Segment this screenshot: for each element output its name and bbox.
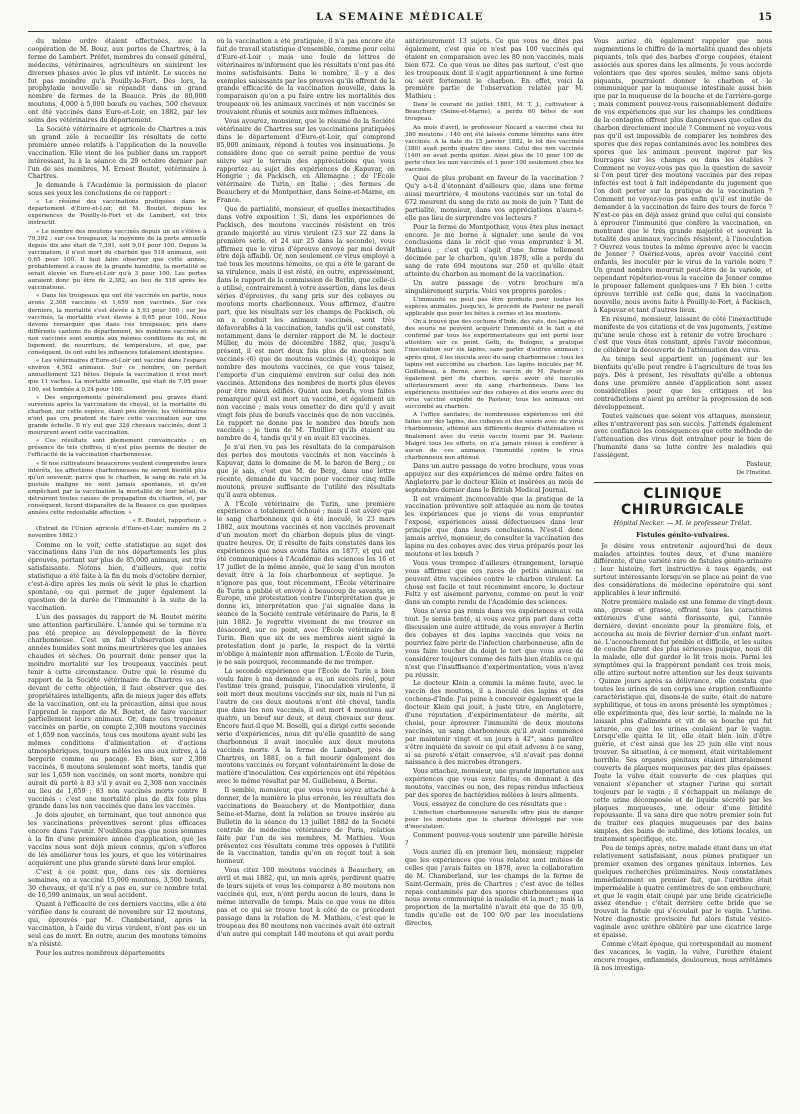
quote-paragraph: « Des engorgements généralement peu graves étant survenus après la vaccination de cheval, et la mortalité du charbon, sur cette espèce, étant peu élevée, les vétérinaires n'ont pas cru prudent de faire cette vaccination sur une grande échelle. Il n'y eut que 324 chevaux vaccinés, dont 3 moururent avant cette vaccination.	[28, 394, 207, 437]
paragraph: Vous auriez dû en premier lieu, monsieur, rappeler que les expériences que vous relatez sont imitées de celles que j'avais faites en 1878, avec la collaboration de M. Chamberland, sur les champs de la ferme de Saint-Germain, près de Chartres ; c'est avec de telles repas contaminés par des spores charbonneuses que nous avons communiqué la maladie et la mort ; mais la proportion de la mortalité n'avait été que de 35 0/0, tandis qu'elle est de 100 0/0 par les inoculations directes.	[405, 849, 584, 928]
paragraph: Peu de temps après, notre malade étant dans un état relativement satisfaisant, nous pûmes pratiquer un premier examen des organes génitaux internes. Les quelques recherches préliminaires. Nous constatâmes immédiatement en premier fait, que l'urèthre était imperméable à quatre centimètres de son embouchure, et que le vagin était coupé par une bride cicatricielle assez étendue ; c'était derrière cette bride que se trouvait la fistule qui s'écoulait par le vagin. L'urine. Notre diagnostic provisoire fut alors fistule vésico-vaginale avec urèthre oblitéré par une cicatrice large et épaisse.	[593, 845, 772, 940]
report-source: (Extrait de l'Union agricole d'Eure-et-Loir, numéro du 2 novembre 1882.)	[28, 526, 207, 540]
quoted-conclusion	[405, 810, 584, 831]
paragraph: Vous vous trompez d'ailleurs étrangement, lorsque vous affirmez que ces races de petits animaux ne peuvent être vaccinées contre le charbon virulent. La chose est facile et tout récemment encore, le docteur Feltz y est aisément parvenu, comme on peut le voir dans un compte rendu de l'Académie des sciences.	[405, 559, 584, 607]
paragraph: A l'École vétérinaire de Turin, une première expérience a totalement échoué ; mais il est avéré que le sang charbonneux qui a été inoculé, le 23 mars 1882, aux moutons vaccinés et non vaccinés provenait d'un mouton mort du charbon depuis plus de vingt-quatre heures. Or, il résulte de faits constatés dans les expériences que nous avons faites en 1877, et qui ont été communiquées à l'Académie des sciences les 16 et 17 juillet de la même année, que le sang d'un mouton devait être à la fois charbonneux et septique. Je n'ignore pas que, tout récemment, l'École vétérinaire de Turin a publié et envoyé à beaucoup de savants, en Europe, une protestation contre l'interprétation que je donne ici, interprétation que j'ai signalée dans la séance de la Société centrale vétérinaire de Paris, le 8 juin 1882. Je regrette vivement de me trouver en désaccord, sur ce point, avec l'École vétérinaire de Turin. Bien que six de ses membres aient signé la protestation dont je parle, le respect de la vérité m'oblige à maintenir mon affirmation. L'École de Turin, je ne sais pourquoi, recommande de me tromper.	[216, 500, 395, 666]
paragraph: antérieurement 13 sujets. Ce que vous ne dites pas également, c'est que ce n'est pas 100 vaccinés qui étaient en comparaison avec les 80 non vaccinés, mais bien 672. Ce que vous ne dites pas surtout, c'est que les troupeaux dont il s'agit appartiennent à une ferme où sévit fortement le charbon. En effet, voici la première partie de l'observation relatée par M. Mathieu :	[405, 38, 584, 101]
paragraph: En résumé, monsieur, laissant de côté l'inexactitude manifeste de vos citations et de vos jugements, j'estime qu'une seule chose est à retenir de votre brochure : c'est que vous êtes constant, après l'avoir méconnue, de célébrer la découverte de l'atténuation des virus.	[593, 315, 772, 355]
paragraph: Comme on le voit, cette statistique au sujet des vaccinations dans l'un de nos départements les plus éprouvés, portant sur plus de 85,000 animaux, est très satisfaisante. Notons bien, d'ailleurs, que cette statistique a été faite à la fin du mois d'octobre dernier, c'est-à-dire après les mois où sévit le plus le charbon spontané, ou qui permet de juger également la question de la durée de l'immunité à la suite de la vaccination.	[28, 541, 207, 612]
quote-paragraph: A l'office sanitaire, de nombreuses expériences ont été faites sur des lapins, des cobayes et des souris avec du virus charbonneux, atténué aux différents degrés d'atténuation et finalement avec du virus vaccin fourni par M. Pasteur. Malgré tous les efforts, on n'a jamais réussi à conférer à aucun de ces animaux l'immunité contre le virus charbonneux non atténué.	[405, 412, 584, 461]
paragraph: Vous n'avez pas remis dans vos expériences et voilà tout. Je serais tenté, si vous avez pris part dans cette discussion une autre attitude, de vous envoyer à Berlin des cobayes et des lapins vaccinés que vous ne pourriez faire périr de l'infection charbonneuse, afin de vous faire toucher du doigt le tort que vous avez de considérer toujours comme des faits bien établis ce qui n'est que l'insuffisance d'expérimentation, vous n'avez pu réussir.	[405, 608, 584, 679]
paragraph: Vous avourez, monsieur, que le résumé de la Société vétérinaire de Chartres sur les vaccinations pratiquées dans le département d'Eure-et-Loir, qui comprend 85,000 animaux, répond à toutes vos insinuations. Je considère donc que ce serait peine perdue de vous suivre sur le terrain des appréciations que vous rapportez au sujet des expériences de Kapuvar, en Hongrie ; de Packisch, en Allemagne ; de l'École vétérinaire de Turin, en Italie ; des fermes de Beauchery et de Montpothier, dans Seine-et-Marne, en France.	[216, 118, 395, 205]
paragraph: Il est vraiment inconcevable que la pratique de la vaccination préventive soit attaquée au nom de toutes les expériences que je viens de vous emprunter l'exposé, expériences aussi défectueuses dans leur principe que dans leurs conclusions. N'est-il donc jamais arrivé, monsieur, de consulter la vaccination des lapins ou des cobayes avec des virus préparés pour les moutons et les bœufs ?	[405, 495, 584, 558]
paragraph: C'est à ce point que, dans ces six dernières semaines, on a vacciné 15,000 moutons, 3,500 bœufs, 30 chevaux, et qu'il n'y a pas eu, sur ce nombre total de 16,599 animaux, un seul accident.	[28, 868, 207, 900]
paragraph: Il semble, monsieur, que vous vous soyez attaché à donner, de la manière la plus erronée, les résultats des vaccinations de Beauchery et de Montpothier, dans Seine-et-Marne, dont la relation se trouve insérée au Bulletin de la séance du 13 juillet 1882 de la Société centrale de médecine vétérinaire de Paris, relation faite par l'un de ses membres, M. Mathieu. Vous présentez ces résultats comme très opposés à l'utilité de la vaccination, tandis qu'on en reçoit tout à son honneur.	[216, 787, 395, 866]
quote-paragraph: « Le nombre des moutons vaccinés depuis un an s'élève à 79,392 ; sur ces troupeaux, la moyenne de la perte annuelle depuis dix ans était de 7,391, soit 9,01 pour 100. Depuis la vaccination, il n'est mort du charbon que 518 animaux, soit 0,65 pour 100. Il faut faire observer que cette année, probablement à cause de la grande humidité, la mortalité se serait élevée en Eure-et-Loir qu'à 3 pour 100. Les pertes auraient donc pu être de 2,382, au lieu de 518 après les vaccinations.	[28, 228, 207, 292]
paragraph: Un autre passage de votre brochure m'a singulièrement surpris. Voici vos propres paroles :	[405, 279, 584, 295]
quoted-observation	[405, 102, 584, 174]
quote-paragraph: Au mois d'avril, le professeur Nocard a vacciné chez lui 380 moutons ; 140 ont été laissés comme témoins sans être vaccinés. A la date du 15 janvier 1882, le lot des vaccinés (380) avait perdu quatre des siens. Celui des non vaccinés (140) en avait perdu quinze. Ainsi plus de 10 pour 100 de perte chez les non vaccinés et 1 pour 100 seulement chez les vaccinés.	[405, 124, 584, 174]
section-byline: Hôpital Necker. — M. le professeur Trélat.	[613, 518, 752, 527]
letter-signer: Pasteur,	[746, 461, 772, 469]
quote-paragraph: L'infection charbonneuse naturelle offre plus de danger pour les moutons que le charbon développé par voie d'inoculation.	[405, 809, 584, 831]
paragraph: du même ordre étaient effectuées, avec la coopération de M. Bouz, aux portes de Chartres, à la ferme de Lambert. Préfet, membres du conseil général, médecins, vétérinaires, agriculteurs en suivirent les diverses phases avec le plus vif intérêt. Le succès ne fut pas moindre qu'à Pouilly-le-Fort. Dès lors, la prophylaxie nouvelle se répandit dans un grand nombre de fermes de la Beauce. Près de 80,000 moutons, 4,000 à 5,000 bœufs ou vaches, 500 chevaux ont été vaccinés dans Eure-et-Loir, en 1882, par les soins des vétérinaires du département.	[28, 38, 207, 125]
paragraph: Le docteur Klein a commis la même faute, avec le vaccin des moutons, il a inoculé des lapins et des cochons-d'Inde. J'ai peine à concevoir également que le docteur Klein qui jouit, à juste titre, en Angleterre, d'une réputation d'expérimentateur de mérite, ait choisi, pour éprouver l'immunité de deux moutons vaccinés, un sang charbonneux qu'il avait commencé par maintenir vingt et un jours à 42°, sans paraître s'être inquiété de savoir ce qui était advenu à ce sang, si sa pureté s'était conservée, s'il n'avait pas donné naissance à des microbes étrangers.	[405, 680, 584, 767]
paragraph: Vous citez 100 moutons vaccinés à Beauchery, en avril et mai 1882, qui, un mois après, perdirent quatre de leurs sujets et vous les comparez à 80 moutons non vaccinés qui, eux, n'ont perdu aucun de leurs, dans le même intervalle de temps. Mais ce que vous ne dites pas et ce qui se trouve tout à côté de ce précédent passage dans la relation de M. Mathieu, c'est que le troupeau des 80 moutons non vaccinés avait été extrait d'un autre qui comptait 140 moutons et qui avait perdu	[216, 867, 395, 938]
paragraph: où la vaccination a été pratiquée, il n'a pas encore été fait de travail statistique d'ensemble, comme pour celui d'Eure-et-Loir ; mais une foule de lettres de vétérinaires m'informent que les résultats n'ont pas été moins satisfaisants. Dans le nombre, il y a des exemples saisissants par les preuves qu'ils offrent de la grande efficacité de la vaccination nouvelle, dans la comparaison qu'on a pu faire entre les mortalités des troupeaux où les animaux vaccinés et non vaccinés se trouvaient réunis et soumis aux mêmes influences.	[216, 38, 395, 117]
paragraph: Pour les autres nombreux départements	[36, 949, 165, 957]
section-divider	[594, 482, 773, 483]
paragraph: Comment pouvez-vous soutenir une pareille hérésie ?	[405, 832, 584, 848]
paragraph: Je dois ajouter, en terminant, que tout annonce que les vaccinations préventives seront plus efficaces encore dans l'avenir. N'oublions pas que nous sommes à la fin d'une première année d'application, que les vaccins nous sont déjà mieux connus, qu'on s'efforce de les améliorer tous les jours, et que les vétérinaires acquièrent une plus grande sûreté dans leur emploi.	[28, 812, 207, 867]
paragraph: Dans un autre passage de votre brochure, vous vous appuyez sur des expériences de même ordre faites en Angleterre par le docteur Klein et insérées au mois de septembre dernier dans le British Medical Journal.	[405, 462, 584, 494]
paragraph: Quoi de plus probant en faveur de la vaccination ? Qu'y a-t-il d'étonnant d'ailleurs que, dans une ferme aussi meurtrière, 4 moutons vaccinés sur un total de 672 meurent du sang de rate au mois de juin ? Tant de partialité, monsieur, dans vos appréciations n'aura-t-elle pas lieu de surprendre vos lecteurs ?	[405, 175, 584, 222]
quote-paragraph: « Les vétérinaires d'Eure-et-Loir ont vacciné dans l'espace environ 4,562 animaux. Sur ce nombre, on perdait annuellement 321 bêtes. Depuis la vaccination il n'est mort que 11 vaches. La mortalité annuelle, qui était de 7,05 pour 100, est tombée à 0,24 pour 100.	[28, 358, 207, 393]
paragraph: Toutes vaincues que soient vos attaques, monsieur, elles n'entraveront pas son succès. J'attends également avec confiance les conséquences que cette méthode de l'atténuation des virus doit entraîner pour le bien de l'humanité dans sa lutte contre les maladies qui l'assiègent.	[593, 412, 772, 460]
column-3	[405, 38, 584, 1108]
report-signer: « E. Boutet, rapporteur. »	[132, 518, 207, 525]
paragraph: Pour la ferme de Montpothier, vous êtes plus inexact encore. Je me borne à signaler une seule de vos conclusions dans le récit que vous empruntez à M. Mathieu ; c'est qu'il s'agit d'une ferme tellement décimée par le charbon, qu'en 1878, elle a perdu du sang de rate 694 moutons sur 250 et qu'elle était atteinte du charbon au moment de la vaccination.	[405, 223, 584, 279]
paragraph: Que de partialité, monsieur, et quelles inexactitudes dans votre exposition ! Si, dans les expériences de Packisch, des moutons vaccinés résistent en très grande majorité au virus virulent (23 sur 22 dans la première série, et 24 sur 25 dans la seconde), vous affirmez que le virus d'épreuve envoyé par moi devait être déjà affaibli. Or, non seulement ce virus employé a tué tous les moutons témoins, ce qui a été le garant de sa virulence, mais il est résté, en outre, expressément, dans le rapport de la commission de Berlin, que celle-ci a utilisé, contrairement à votre assertion, dans les deux séries d'épreuves, du sang pris sur des cobayes ou moutons morts charbonneux. Vous affirmez, d'autre part, que les résultats sur les champs de Packisch, où on a conduit les animaux vaccinés, sont très défavorables à la vaccination, tandis qu'il est constaté, notamment dans le dernier rapport de M. le docteur Müller, du mois de décembre 1882, que, jusqu'à présent, il est mort deux fois plus de moutons non vaccinés (6) que de moutons vaccinés (4), quoique le nombre des moutons vaccinés, ce que vous taisez, l'emporte d'un cinquième environ sur celui des non vaccinés. Attendons des nombres de morts plus élevés pour être mieux édifiés. Quant aux bœufs, vous faites remarquer qu'il est mort un vacciné, et également un non vacciné ; mais vous omettez de dire qu'il y avait vingt fois plus de bœufs vaccinés que de non vaccinés. Le rapport ne donne pas le nombre des bœufs non vaccinés : je tiens de M. Thuillier qu'ils étaient au nombre de 4, tandis qu'il y en avait 83 vaccinés.	[216, 206, 395, 443]
quoted-report	[28, 199, 207, 540]
paragraph: Notre première malade est une femme de vingt-deux ans, grosse et grasse, offrant tous les caractères extérieurs d'une santé florissante, qui, l'année dernière, devint enceinte pour la première fois, et accoucha au mois de février dernier d'un enfant mort-né. L'accouchement fut pénible et difficile, et les suites de couche furent des plus sérieuses puisque, nous dit la malade, elle dut garder le lit trois mois. Parmi les symptômes qui la frappèrent pendant ces trois mois, elle attire surtout notre attention sur les deux suivants : Quinze jours après sa délivrance, elle constata que toutes les urines de son corps une éruption confluente caractéristique qui, disons-le de suite, était de nature syphilitique, et tous en avons présenté les symptômes ; elle expérimenta que, dès leur sortie, la malade ne la laissait plus d'aliments et vit de sa bouche qui fut saturée, ou que les urines coulaient par le vagin. Lorsqu'elle quitta le lit, elle était bien loin d'être guérie, et c'est ainsi que les 25 juin elle vint nous trouver. Sa situation, à ce moment, était véritablement horrible. Ses organes génitaux étaient littéralement couverts de plaques muqueuses par des plus épaisses. Toute la vulve était couverte de ces plaques qui venaient s'épancher et stagner l'urine qui sortait toujours par le vagin ; il s'échappait un mélange de cette urine décomposée et de liquide sécrété par les plaques muqueuses, une odeur d'une fétidité repoussante. Il va sans dire que notre premier soin fut de traiter ces plaques muqueuses par des bains simples, des bains de sublimé, des lotions locales, un traitement spécifique, etc.	[593, 599, 772, 844]
quote-paragraph: « Dans les troupeaux qui ont été vaccinés en partie, nous avons 2,308 vaccinés et 1,659 non vaccinés. Sur ces derniers, la mortalité s'est élevée à 5,93 pour 100 ; sur les vaccinés, la mortalité s'est élevée à 0,65 pour 100. Nous devons remarquer que dans ces troupeaux, pris dans différents cantons du département, les moutons vaccinés et non vaccinés sont soumis aux mêmes conditions de sol, de logement, de nourriture, de température, et que, par conséquent, ils ont subi les influences totalement identiques.	[28, 293, 207, 357]
column-1	[28, 38, 207, 1108]
article-columns	[28, 38, 772, 1108]
paragraph: Comme c'était époque, qui correspondait au moment des vacances, le vagin, la vulve, l'urèthre étaient encore rouges, enflammés, douloureux, nous arrêtâmes là nos investiga-	[593, 940, 772, 972]
paragraph: La Société vétérinaire et agricole de Chartres a mis un grand zèle à recueillir les résultats de cette première année relatifs à l'application de la nouvelle vaccination. Elle vient de les publier dans un rapport intéressant, lu à la séance du 29 octobre dernier par l'un de ses membres, M. Ernest Boutet, vétérinaire à Chartres.	[28, 125, 207, 181]
page-header	[28, 10, 772, 32]
running-title: LA SEMAINE MÉDICALE	[316, 12, 484, 23]
lecture-title: Fistules génito-vulvaires.	[636, 530, 730, 539]
quote-paragraph: L'immunité ne peut pas être produite pour toutes les espèces animales. Jusqu'ici, le procédé de Pasteur ne paraît applicable que pour les bêtes à cornes et les moutons.	[405, 296, 584, 317]
paragraph: Je désire vous entretenir aujourd'hui de deux malades atteintes toutes deux, et d'une manière différente, d'une variété rare de fistules génito-urinaire ; leur histoire, fort instructive à tous égards, est surtout intéressante lorsqu'on se place au point de vue des considérations de médecine opératoire qui sont applicables à leur infirmité.	[593, 542, 772, 598]
paragraph: Je demande à l'Académie la permission de placer sous ses yeux les conclusions de ce rapport :	[28, 182, 207, 198]
paragraph: L'un des passages du rapport de M. Boutet mérite une attention particulière. L'année qui se termine n'a pas été propice au développement de la fièvre charbonneuse. C'est un fait d'observation que les années humides sont moins meurtrières que les années chaudes et sèches. On pourrait donc penser que la moindre mortalité sur les troupeaux vaccinés peut tenir à cette circonstance. Outre que le résumé du rapport de la Société vétérinaire de Chartres va au-devant de cette objection, il faut observer que des propriétaires intelligents, afin de mieux juger des effets de la vaccination, ont eu la précaution, ainsi que nous l'apprend le rapport de M. Boutet, de faire vacciner partiellement leurs animaux. Or, dans ces troupeaux vaccinés en partie, on compte 2,308 moutons vaccinés et 1,659 non vaccinés, tous ces moutons ayant subi les mêmes conditions d'alimentation et d'actions atmosphériques, toujours mêlés les uns aux autres, à la bergerie comme au pacage. Eh bien, sur 2,308 vaccinés, 8 moutons seulement sont morts, tandis que sur les 1,659 non vaccinés, on sont morts, nombre qui aurait dû porté à 83 s'il y avait eu 2,308 non vaccinés au lieu de 1,659 ; 83 non vaccinés morts contre 8 vaccinés : c'est une mortalité plus de dix fois plus grande dans les non vaccinés que dans les vaccinés.	[28, 613, 207, 811]
column-2	[217, 38, 396, 1108]
paragraph: Je n'ai rien vu pas les résultats de la comparaison des pertes des moutons vaccinés et non vaccinés à Kapuvar, dans le domaine de M. le baron de Berg ; ce que je sais, c'est que M. de Berg, dans une lettre récente, demande du vaccin pour vacciner cinq mille moutons, preuve suffisante de l'utilité des résultats qu'il aura obtenus.	[216, 444, 395, 499]
paragraph: Quant à l'efficacité de ces derniers vaccins, elle a été vérifiée dans le courant de novembre sur 12 moutons, qui, éprouvés par M. Chamberland, après la vaccination, à l'aide du virus virulent, n'ont pas eu un seul cas de mort. En outre, aucun des moutons témoins n'a résisté.	[28, 901, 207, 948]
paragraph: La seconde expérience que l'École de Turin a bien voulu faire à ma demande a eu un succès réel, pour l'estime très grand, puisque, l'inoculation virulente, il soit mort deux moutons vaccinés sur six, mais ni l'un ni l'autre de ces deux moutons n'ont été cheval, tandis que dans les non vaccinés, il est mort 4 moutons sur quatre, un bœuf sur deux, et deux chevaux sur deux. Encore faut-il que M. Boselli, qui a dirigé cette seconde série d'expériences, nous dit qu'elle quantité de sang charbonneux il avait inoculée aux deux moutons vaccinés morts. A la ferme de Lambert, près de Chartres, en 1881, on a fait mourir également des moutons vaccinés ou forçant volontairement la dose de matière d'inoculation. Ces expériences ont été répétées avec le même résultat par M. Guillebeau, à Berne.	[216, 667, 395, 786]
quote-paragraph: « Ces résultats sont pleinement convaincants ; en présence de tels chiffres, il n'est plus permis de douter de l'efficacité de la vaccination charbonneuse.	[28, 438, 207, 459]
header-rule	[28, 31, 772, 32]
paragraph: Vous, essayez de conclure de ces résultats que :	[413, 801, 567, 808]
quote-paragraph: Dans le courant de juillet 1881, M. T. J., cultivateur à Beauchery (Seine-et-Marne), a perdu 60 bêtes de son troupeau.	[405, 102, 584, 123]
page-number: 15	[758, 12, 772, 23]
quote-paragraph: « Si nos cultivateurs beaucerons veulent comprendre leurs intérêts, les affections charbonneuses ne seront bientôt plus qu'un souvenir, parce que le charbon, le sang de rate et la pustule maligne ne sont jamais spontanés, et qu'en empêchant par la vaccination la mortalité de leur bétail, ils détruiront toutes causes de propagation du charbon, et, par conséquent, feront disparaître de la Beauce ce que quelques années cette redoutable affection. »	[28, 460, 207, 517]
quote-paragraph: « Le résumé des vaccinations pratiquées dans le département d'Eure-et-Loir, dit M. Boutet, depuis les expériences de Pouilly-le-Fort et de Lambert, est très instructif.	[28, 199, 207, 227]
quote-paragraph: On a trouvé que des cochons d'Inde, des rats, des lapins et des souris ne peuvent acquérir l'immunité et le fait a été confirmé par tous les expérimentateurs qui ont porté leur attention sur ce point. Gotti, de Bologne, a pratiqué l'inoculation sur six lapins, sans parler d'autres animaux ; après quoi, il les inocula avec du sang charbonneux ; tous les lapins ont succombé au charbon. Les lapins inoculés par M. Guillebeau, à Berne, avec le vaccin de M. Pasteur ou également péri du charbon, après avoir été inoculés ultérieurement avec du sang charbonneux. Dans les expériences instituées sur des cobayes et des souris avec du virus vacciné expédié de Pasteur, tous les animaux ont succombé au charbon.	[405, 319, 584, 411]
section-title: CLINIQUE CHIRURGICALE	[620, 485, 745, 518]
paragraph: Vous attachez, monsieur, une grande importance aux expériences que vous avez faites, en donnant à des moutons, vaccinés ou non, des repas rendus infectieux par des spores de bactéridies mêlées à leurs aliments.	[405, 768, 584, 800]
column-4	[594, 38, 773, 1108]
letter-signer-title: De l'Institut.	[736, 469, 772, 476]
quoted-brochure	[405, 297, 584, 462]
paragraph: Au temps seul appartient un jugement sur les bienfaits qu'elle peut rendre à l'agriculture de tous les pays. Dès à présent, les résultats qu'elle a obtenus dans une première année d'application sont assez considérables pour que les critiques et les contradictions n'aient pu arrêter la progression de son développement.	[593, 356, 772, 411]
paragraph: Vous auriez dû également rappeler que nous augmentions le chiffre de la mortalité quand des objets piquants, tels que des barbes d'orge coupées, étaient associés aux spores dans les aliments. Je vous accorde volontiers que des spores seules, même sans objets piquants, pourraient donner le charbon et le communiquer par la muqueuse intestinale aussi bien que par la muqueuse de la bouche et de l'arrière-gorge ; mais comment pouvez-vous raisonnablement déduire de vos expériences que sur les champs les conditions de la contagion offrent plus dangereuses que celles du charbon directement inoculé ? Comment ne voyez-vous pas qu'il est impossible de comparer les nombres des spores que des repas contaminés avec les nombres des spores que les animaux peuvent ingérer par les fourrages sur les champs ou dans les étables ? Comment ne voyez-vous pas que la question de savoir si l'on peut tirer des moutons vaccinés par des repas infectés est tout à fait indépendante du jugement que l'on doit porter sur la pratique de la vaccination ? Comment ne voyez-vous pas enfin qu'il est inutile de demander à la vaccination de faire des tours de force ? N'est-ce pas en déjà assez grand que celui qui consiste à éprouver l'immunité que confère la vaccination, en montrant que le très grande majorité et souvent la totalité des animaux vaccinés résistent, à l'inoculation ? Ouvrez vous toutes la même épreuve avec le vaccin de Jenner ? Osériez-vous, après avoir vacciné cent enfants, les inoculer par le virus de la variole noire ? Un grand nombre mourrait peut-être de la variole, et cependant répéteriez-vous la vaccine de Jenner comme le proposer fallement quelques-uns ? Eh bien ! cette épreuve terrible est celle que, dans la vaccination nouvelle, nous avons faite à Pouilly-le-Fort, à Packisch, à Kapuvar et tant d'autres lieux.	[593, 38, 772, 314]
